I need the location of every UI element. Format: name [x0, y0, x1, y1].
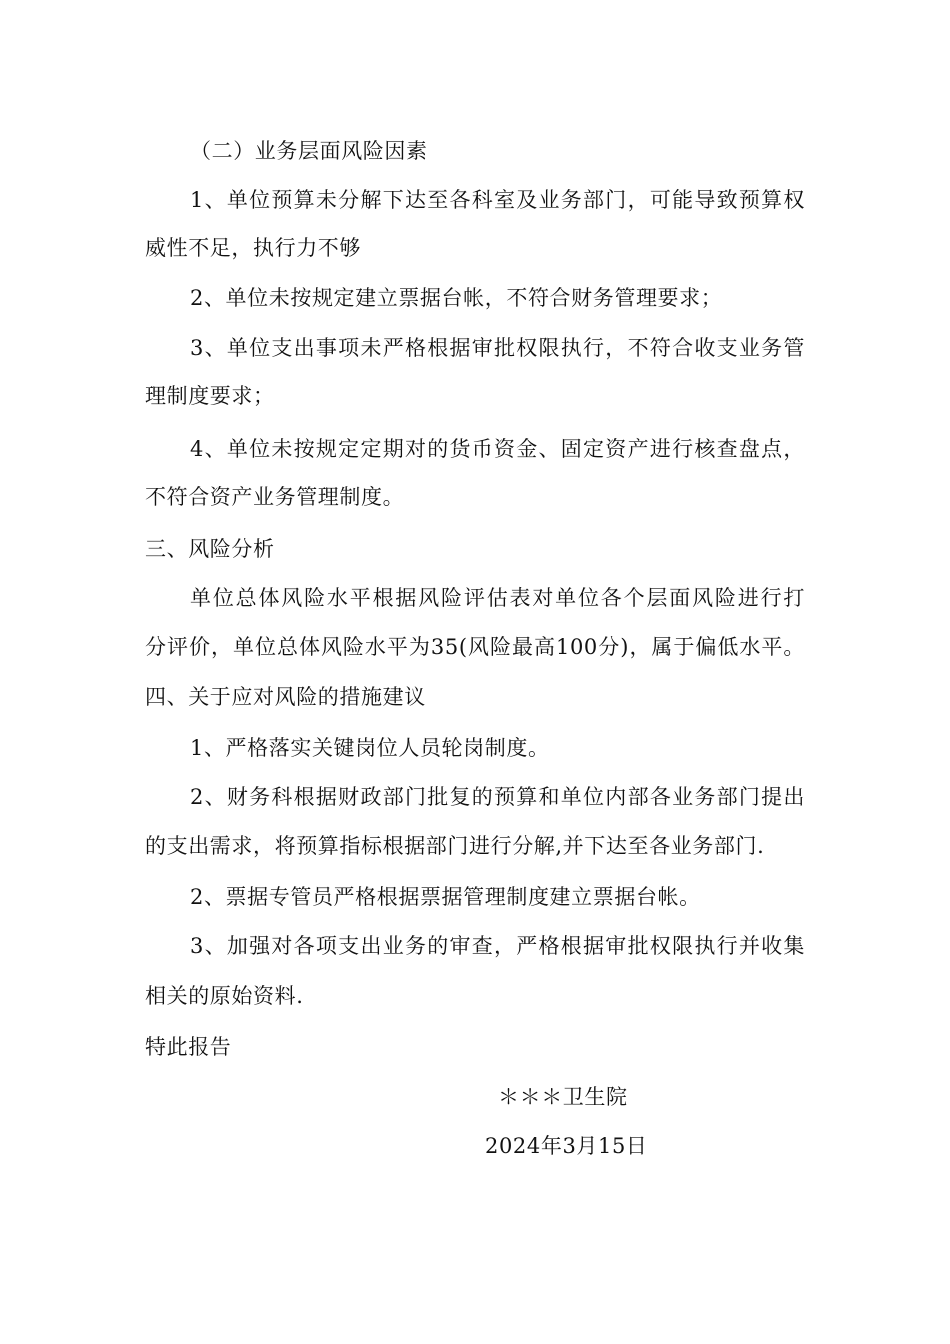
measure-2-line-1: 2、财务科根据财政部门批复的预算和单位内部各业务部门提出	[190, 785, 805, 809]
measure-2-line-2: 的支出需求，将预算指标根据部门进行分解,并下达至各业务部门.	[145, 834, 765, 858]
item-2: 2、单位未按规定建立票据台帐，不符合财务管理要求；	[190, 286, 723, 310]
measure-1: 1、严格落实关键岗位人员轮岗制度。	[190, 736, 550, 760]
signature-date: 2024年3月15日	[485, 1134, 648, 1158]
item-4-line-1: 4、单位未按规定定期对的货币资金、固定资产进行核查盘点，	[190, 437, 805, 461]
analysis-line-1: 单位总体风险水平根据风险评估表对单位各个层面风险进行打	[190, 586, 805, 610]
analysis-line-2: 分评价，单位总体风险水平为35(风险最高100分)，属于偏低水平。	[145, 635, 805, 659]
section-4-heading: 四、关于应对风险的措施建议	[145, 685, 426, 709]
item-3-line-1: 3、单位支出事项未严格根据审批权限执行，不符合收支业务管	[190, 336, 805, 360]
measure-4-line-2: 相关的原始资料.	[145, 984, 304, 1008]
item-3-line-2: 理制度要求；	[145, 384, 275, 408]
signature-organization: ＊＊＊卫生院	[498, 1085, 628, 1109]
measure-4-line-1: 3、加强对各项支出业务的审查，严格根据审批权限执行并收集	[190, 934, 805, 958]
section-2-subheading: （二）业务层面风险因素	[190, 139, 428, 163]
item-1-line-1: 1、单位预算未分解下达至各科室及业务部门，可能导致预算权	[190, 188, 805, 212]
item-1-line-2: 威性不足，执行力不够	[145, 236, 361, 260]
section-3-heading: 三、风险分析	[145, 537, 275, 561]
closing-remark: 特此报告	[145, 1035, 232, 1059]
measure-3: 2、票据专管员严格根据票据管理制度建立票据台帐。	[190, 885, 701, 909]
item-4-line-2: 不符合资产业务管理制度。	[145, 485, 405, 509]
